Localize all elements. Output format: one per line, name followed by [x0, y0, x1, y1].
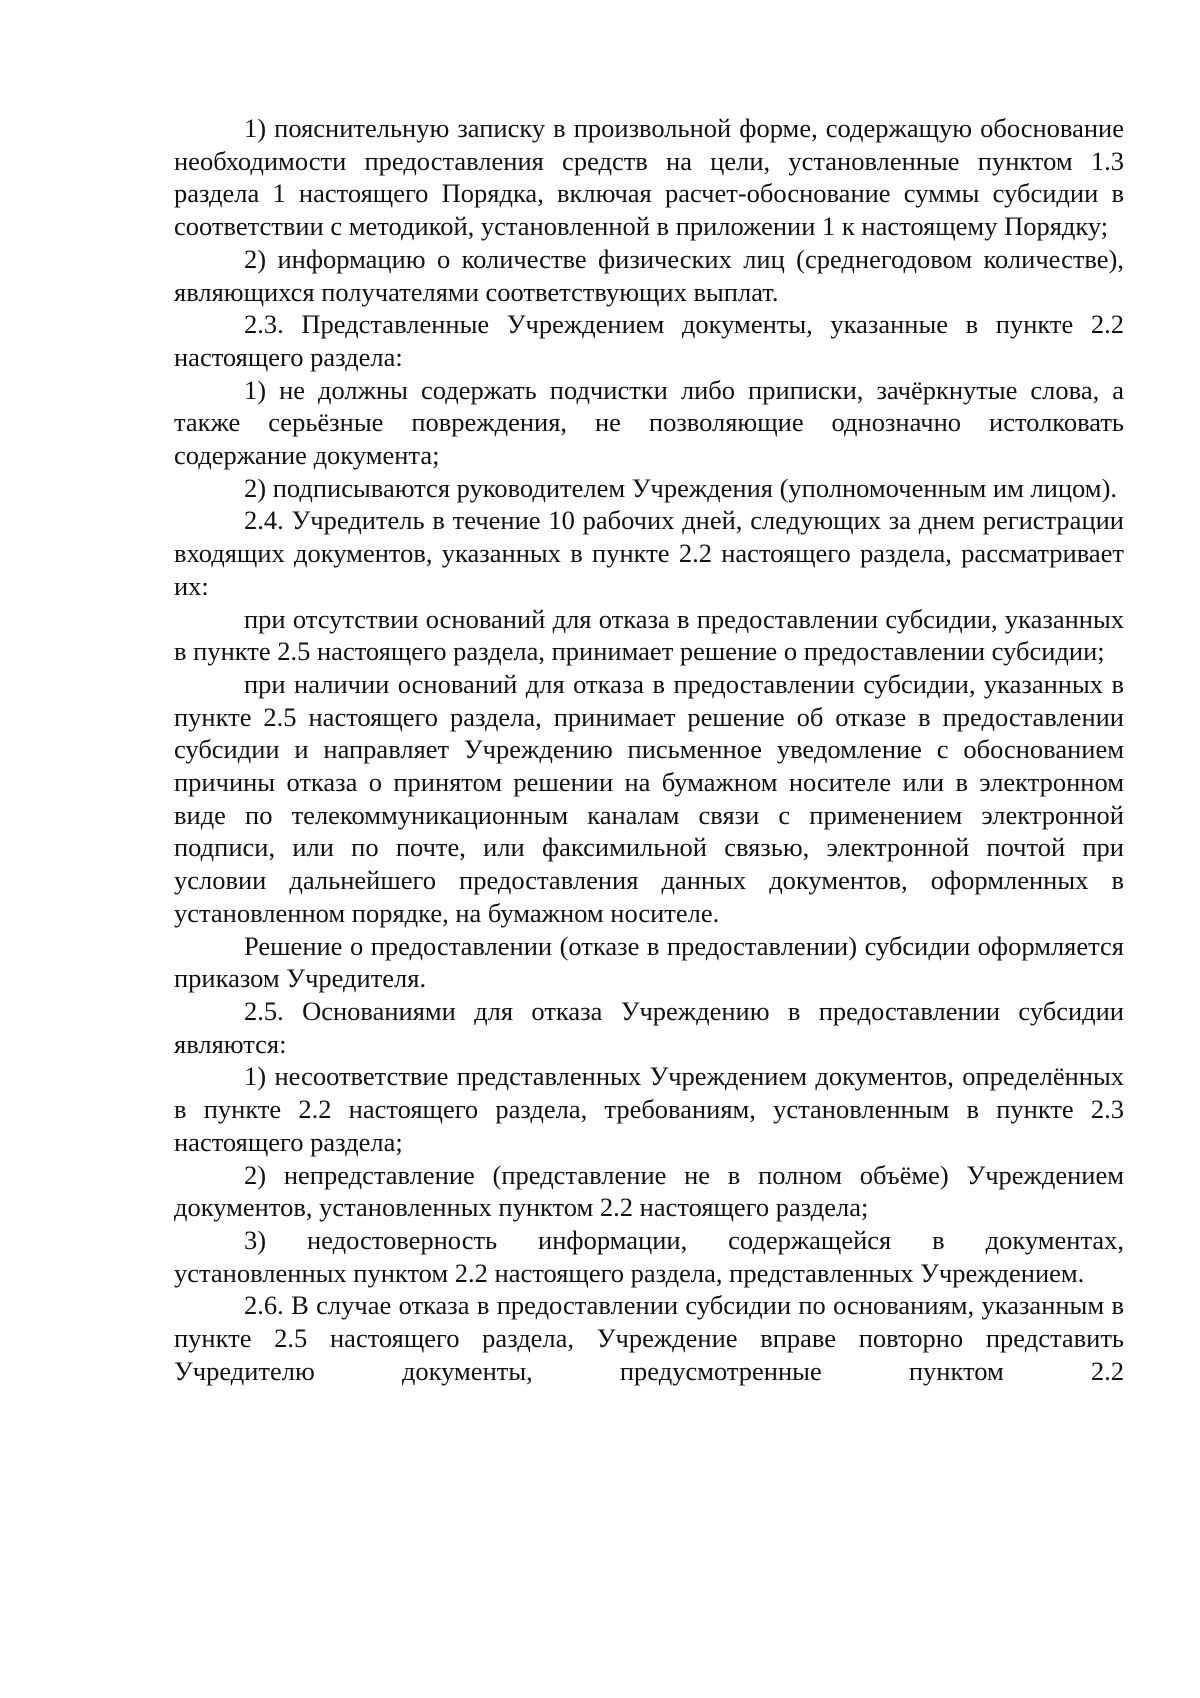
paragraph-2-3: 2.3. Представленные Учреждением документы, указанные в пункте 2.2 настоящего раздела: — [174, 309, 1124, 372]
paragraph-explanatory-note: 1) пояснительную записку в произвольной форме, содержащую обоснование необходимости предоставления средств на цели, установленные пунктом 1.3 раздела 1 настоящего Порядка, включая расчет-обоснование суммы субсидии в соответствии с методикой, установленной в приложении 1 к настоящему Порядку; — [174, 113, 1124, 242]
paragraph-2-6: 2.6. В случае отказа в предоставлении субсидии по основаниям, указанным в пункте 2.5 настоящего раздела, Учреждение вправе повторно представить Учредителю документы, предусмотренные пунктом 2.2 — [174, 1290, 1124, 1386]
document-page — [174, 112, 1124, 1387]
paragraph-2-5: 2.5. Основаниями для отказа Учреждению в предоставлении субсидии являются: — [174, 995, 1124, 1059]
paragraph-2-5-item-1: 1) несоответствие представленных Учреждением документов, определённых в пункте 2.2 настоящего раздела, требованиям, установленным в пункте 2.3 настоящего раздела; — [174, 1061, 1124, 1157]
paragraph-decision: Решение о предоставлении (отказе в предоставлении) субсидии оформляется приказом Учредителя. — [174, 930, 1124, 994]
paragraph-2-5-item-2: 2) непредставление (представление не в полном объёме) Учреждением документов, установленных пунктом 2.2 настоящего раздела; — [174, 1159, 1124, 1223]
paragraph-2-4: 2.4. Учредитель в течение 10 рабочих дней, следующих за днем регистрации входящих документов, указанных в пункте 2.2 настоящего раздела, рассматривает их: — [174, 505, 1124, 601]
paragraph-2-4-no-grounds: при отсутствии оснований для отказа в предоставлении субсидии, указанных в пункте 2.5 настоящего раздела, принимает решение о предоставлении субсидии; — [174, 603, 1124, 667]
paragraph-2-3-item-1: 1) не должны содержать подчистки либо приписки, зачёркнутые слова, а также серьёзные повреждения, не позволяющие однозначно истолковать содержание документа; — [174, 374, 1124, 471]
paragraph-2-5-item-3: 3) недостоверность информации, содержащейся в документах, установленных пунктом 2.2 настоящего раздела, представленных Учреждением. — [174, 1224, 1124, 1288]
paragraph-2-3-item-2: 2) подписываются руководителем Учреждения (уполномоченным им лицом). — [244, 472, 1118, 503]
paragraph-persons-info: 2) информацию о количестве физических лиц (среднегодовом количестве), являющихся получателями соответствующих выплат. — [174, 243, 1124, 307]
paragraph-2-4-grounds: при наличии оснований для отказа в предоставлении субсидии, указанных в пункте 2.5 настоящего раздела, принимает решение об отказе в предоставлении субсидии и направляет Учреждению письменное уведомление с обоснованием причины отказа о принятом решении на бумажном носителе или в электронном виде по телекоммуникационным каналам связи с применением электронной подписи, или по почте, или факсимильной связью, электронной почтой при условии дальнейшего предоставления данных документов, оформленных в установленном порядке, на бумажном носителе. — [174, 668, 1124, 928]
